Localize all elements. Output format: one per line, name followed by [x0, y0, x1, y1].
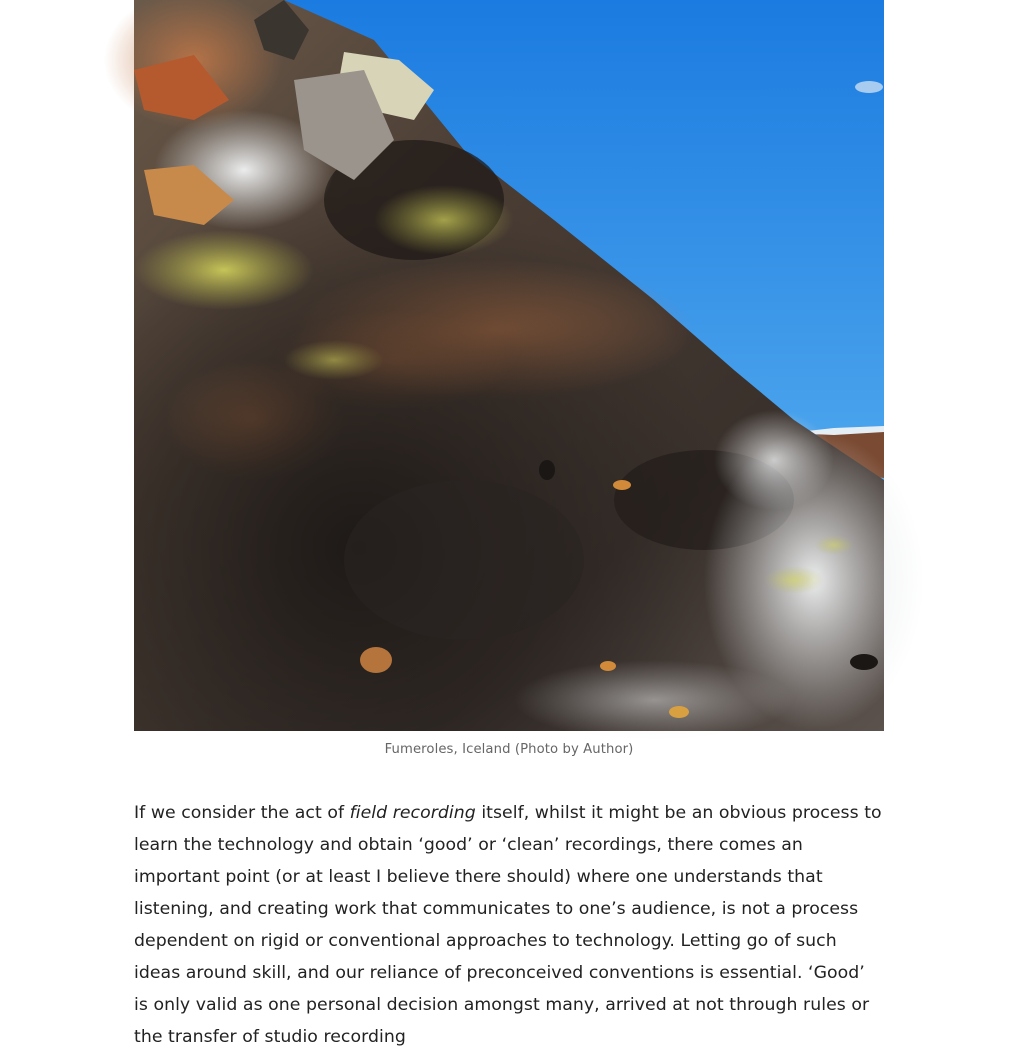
figure-caption: Fumeroles, Iceland (Photo by Author) [384, 742, 634, 757]
fumaroles-photo [134, 0, 884, 731]
body-paragraph [134, 797, 884, 1053]
emphasis-field-recording: field recording [349, 803, 476, 823]
paragraph-lead: If we consider the act of [134, 803, 350, 823]
paragraph-rest: itself, whilst it might be an obvious process to learn the technology and obtain ‘good’ or ‘clean’ recordings, there comes an important point (or at least I believe there should) where one understands that listening, and creating work that communicates to one’s audience, is not a process dependent on rigid or conventional approaches to technology. Letting go of such ideas around skill, and our reliance of preconceived conventions is essential. ‘Good’ is only valid as one personal decision amongst many, arrived at not through rules or the transfer of studio recording [134, 803, 882, 1047]
figure [134, 0, 884, 757]
article [134, 0, 884, 1053]
